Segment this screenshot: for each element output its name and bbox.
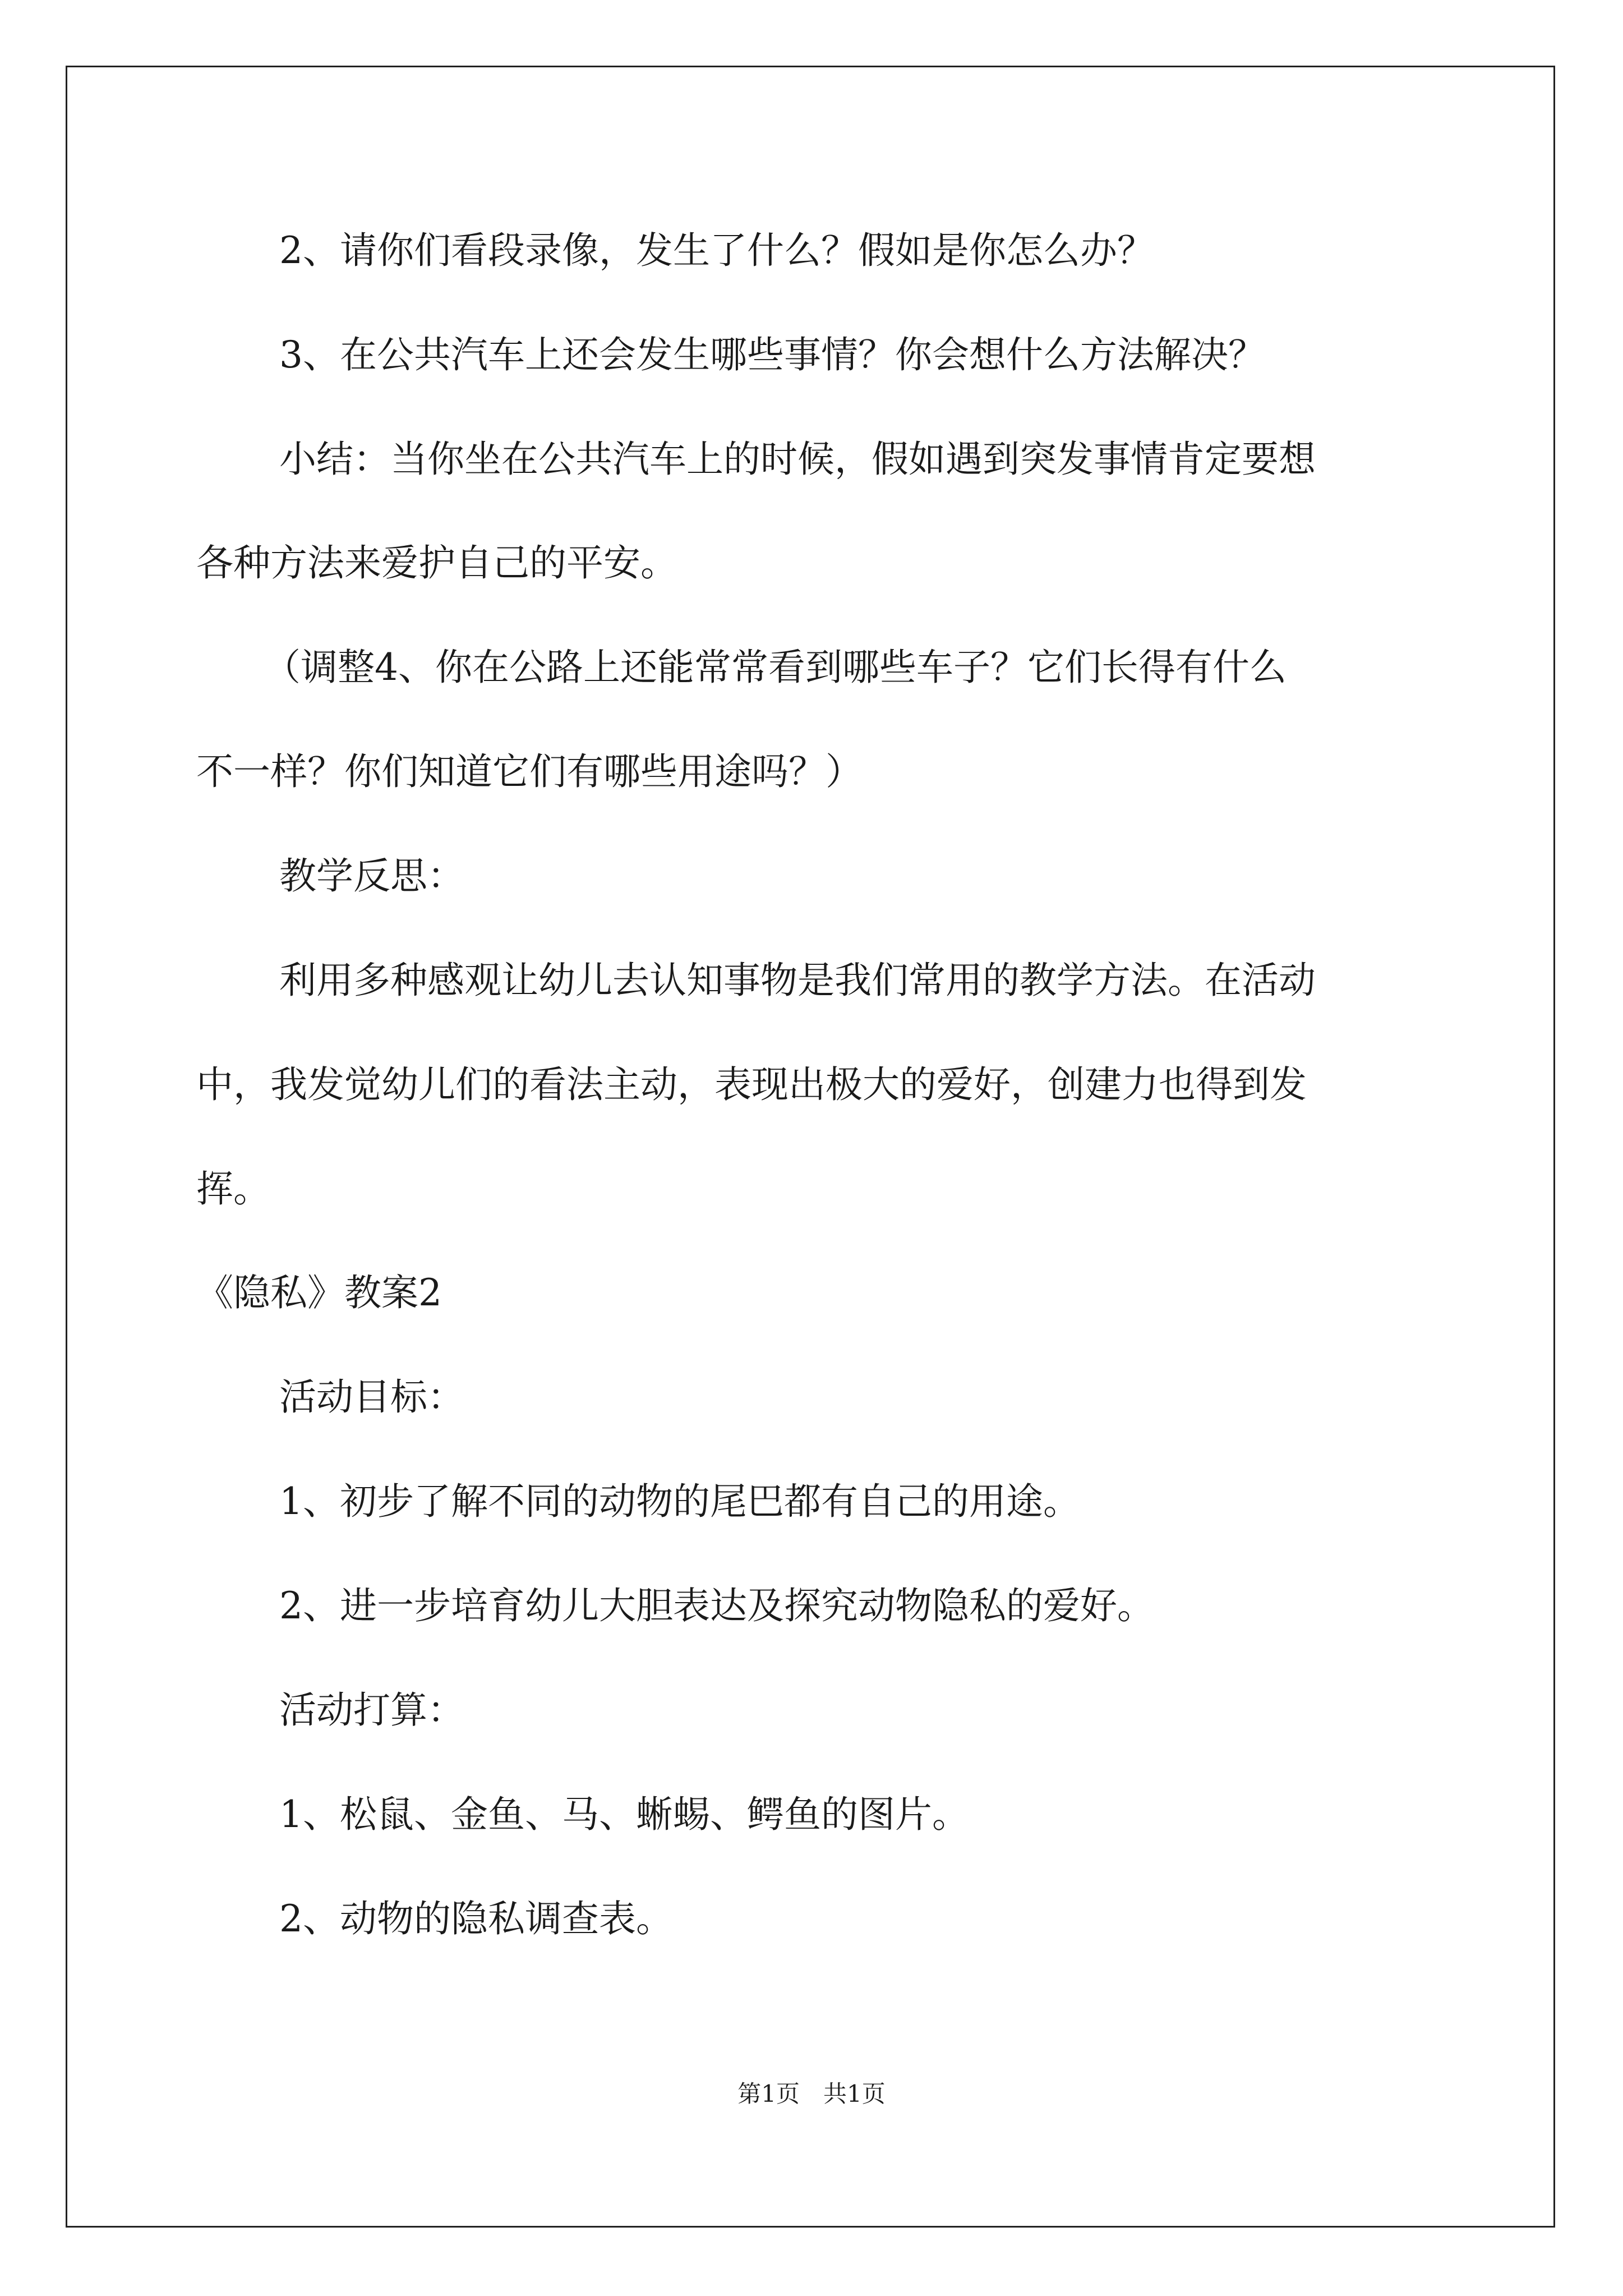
section-label: 活动目标： (279, 1375, 464, 1419)
list-item: 2、动物的隐私调查表。 (279, 1897, 673, 1940)
paragraph-line: 挥。 (196, 1167, 270, 1211)
paragraph-line: 2、请你们看段录像，发生了什么？假如是你怎么办？ (279, 229, 1154, 272)
paragraph-line: （调整4、你在公路上还能常常看到哪些车子？它们长得有什么 (264, 646, 1287, 689)
paragraph-line: 不一样？你们知道它们有哪些用途吗？） (196, 750, 863, 793)
section-label: 活动打算： (279, 1688, 464, 1732)
list-item: 2、进一步培育幼儿大胆表达及探究动物隐私的爱好。 (279, 1584, 1154, 1627)
paragraph-line: 3、在公共汽车上还会发生哪些事情？你会想什么方法解决？ (279, 333, 1265, 376)
paragraph-line: 中，我发觉幼儿们的看法主动，表现出极大的爱好，创建力也得到发 (196, 1063, 1307, 1106)
page-footer: 第1页 共1页 (737, 2080, 886, 2108)
paragraph-line: 小结：当你坐在公共汽车上的时候，假如遇到突发事情肯定要想 (279, 438, 1316, 481)
document-heading: 《隐私》教案2 (196, 1271, 442, 1314)
section-label: 教学反思： (279, 854, 464, 898)
paragraph-line: 利用多种感观让幼儿去认知事物是我们常用的教学方法。在活动 (279, 959, 1316, 1002)
list-item: 1、初步了解不同的动物的尾巴都有自己的用途。 (279, 1480, 1080, 1523)
list-item: 1、松鼠、金鱼、马、蜥蜴、鳄鱼的图片。 (279, 1793, 969, 1836)
paragraph-line: 各种方法来爱护自己的平安。 (196, 541, 677, 585)
